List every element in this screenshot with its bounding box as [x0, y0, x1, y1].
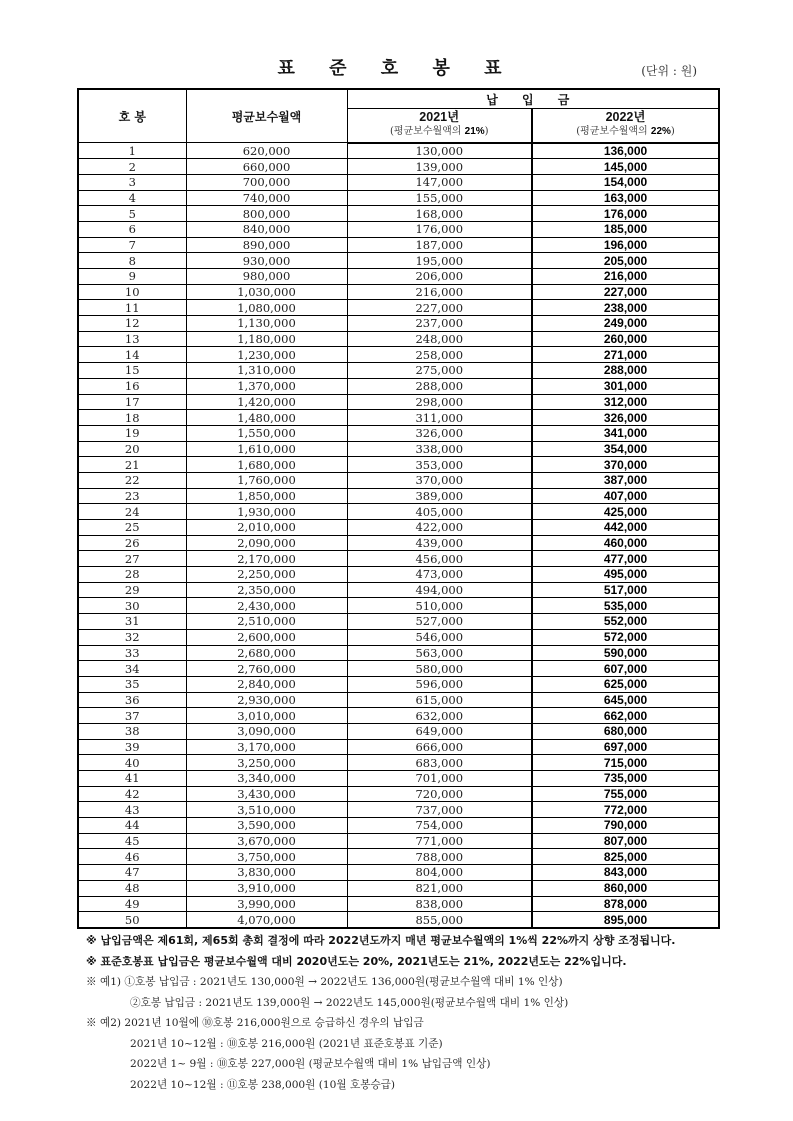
payment-2022-cell: 205,000 [532, 253, 719, 269]
year-2022-label: 2022년 [605, 110, 646, 125]
footnote-line: 2022년 1~ 9월 : ⑩호봉 227,000원 (평균보수월액 대비 1% 납입금액 인상) [130, 1058, 491, 1070]
payment-2022-cell: 572,000 [532, 629, 719, 645]
avg-pay-cell: 4,070,000 [186, 912, 347, 928]
payment-2022-cell: 354,000 [532, 441, 719, 457]
table-row [78, 880, 719, 896]
payment-2022-cell: 843,000 [532, 865, 719, 881]
avg-pay-cell: 1,030,000 [186, 284, 347, 300]
payment-2021-cell: 147,000 [347, 174, 532, 190]
payment-2022-cell: 163,000 [532, 190, 719, 206]
hobong-cell: 26 [78, 535, 186, 551]
payment-2022-cell: 460,000 [532, 535, 719, 551]
payment-2021-cell: 510,000 [347, 598, 532, 614]
footnote-line: ②호봉 납입금 : 2021년도 139,000원 → 2022년도 145,000원(평균보수월액 대비 1% 인상) [130, 996, 569, 1009]
hobong-cell: 28 [78, 567, 186, 583]
avg-pay-cell: 800,000 [186, 206, 347, 222]
payment-2022-cell: 535,000 [532, 598, 719, 614]
payment-2021-cell: 527,000 [347, 614, 532, 630]
table-row [78, 363, 719, 379]
payment-2022-cell: 370,000 [532, 457, 719, 473]
header-payment: 납 입 금 [347, 89, 719, 109]
avg-pay-cell: 2,010,000 [186, 520, 347, 536]
payment-2022-cell: 552,000 [532, 614, 719, 630]
hobong-cell: 21 [78, 457, 186, 473]
table-row [78, 786, 719, 802]
table-row [78, 692, 719, 708]
table-row [78, 551, 719, 567]
payment-2021-cell: 855,000 [347, 912, 532, 928]
rate-2021-prefix: (평균보수월액의 [389, 126, 465, 138]
payment-2021-cell: 580,000 [347, 661, 532, 677]
rate-2022-suffix: ) [670, 126, 675, 138]
payment-2021-cell: 389,000 [347, 488, 532, 504]
footnote-line: ※ 납입금액은 제61회, 제65회 총회 결정에 따라 2022년도까지 매년 평균보수월액의 1%씩 22%까지 상향 조정됩니다. [86, 934, 676, 947]
hobong-cell: 42 [78, 786, 186, 802]
payment-2022-cell: 662,000 [532, 708, 719, 724]
avg-pay-cell: 1,310,000 [186, 363, 347, 379]
payment-2022-cell: 755,000 [532, 786, 719, 802]
table-row [78, 378, 719, 394]
hobong-cell: 10 [78, 284, 186, 300]
avg-pay-cell: 2,600,000 [186, 629, 347, 645]
payment-2021-cell: 596,000 [347, 676, 532, 692]
payment-2022-cell: 807,000 [532, 833, 719, 849]
hobong-cell: 17 [78, 394, 186, 410]
avg-pay-cell: 2,680,000 [186, 645, 347, 661]
header-avg-pay: 평균보수월액 [186, 89, 347, 143]
payment-2022-cell: 697,000 [532, 739, 719, 755]
table-row [78, 143, 719, 159]
footnote-line: 2022년 10~12월 : ⑪호봉 238,000원 (10월 호봉승급) [130, 1078, 396, 1091]
payment-2022-cell: 227,000 [532, 284, 719, 300]
payment-2022-cell: 715,000 [532, 755, 719, 771]
avg-pay-cell: 1,480,000 [186, 410, 347, 426]
hobong-cell: 19 [78, 425, 186, 441]
hobong-cell: 9 [78, 269, 186, 285]
payment-2021-cell: 771,000 [347, 833, 532, 849]
payment-2022-cell: 301,000 [532, 378, 719, 394]
payment-2021-cell: 546,000 [347, 629, 532, 645]
hobong-cell: 37 [78, 708, 186, 724]
hobong-cell: 49 [78, 896, 186, 912]
table-row [78, 676, 719, 692]
payment-2022-cell: 590,000 [532, 645, 719, 661]
footnote-line: 2021년 10~12월 : ⑩호봉 216,000원 (2021년 표준호봉표 기준) [130, 1037, 443, 1050]
payment-2022-cell: 607,000 [532, 661, 719, 677]
payment-2021-cell: 353,000 [347, 457, 532, 473]
payment-2021-cell: 237,000 [347, 316, 532, 332]
avg-pay-cell: 2,350,000 [186, 582, 347, 598]
payment-2022-cell: 772,000 [532, 802, 719, 818]
table-row [78, 410, 719, 426]
payment-2021-cell: 187,000 [347, 237, 532, 253]
table-row [78, 347, 719, 363]
table-row [78, 833, 719, 849]
payment-2021-cell: 701,000 [347, 771, 532, 787]
payment-2022-cell: 387,000 [532, 472, 719, 488]
table-row [78, 269, 719, 285]
avg-pay-cell: 3,430,000 [186, 786, 347, 802]
table-row [78, 425, 719, 441]
avg-pay-cell: 740,000 [186, 190, 347, 206]
table-row [78, 802, 719, 818]
table-row [78, 723, 719, 739]
payment-2021-cell: 737,000 [347, 802, 532, 818]
payment-2021-cell: 370,000 [347, 472, 532, 488]
footnote-line: ※ 예2) 2021년 10월에 ⑩호봉 216,000원으로 승급하신 경우의 납입금 [86, 1017, 424, 1029]
avg-pay-cell: 620,000 [186, 143, 347, 159]
table-row [78, 159, 719, 175]
avg-pay-cell: 1,080,000 [186, 300, 347, 316]
header-year-2022 [532, 109, 719, 143]
page-title: 표 준 호 봉 표 [277, 58, 516, 79]
payment-2021-cell: 563,000 [347, 645, 532, 661]
rate-2022-percent: 22% [650, 126, 671, 138]
avg-pay-cell: 3,750,000 [186, 849, 347, 865]
table-row [78, 645, 719, 661]
unit-label: (단위 : 원) [641, 64, 697, 78]
footnote-line: ※ 표준호봉표 납입금은 평균보수월액 대비 2020년도는 20%, 2021년도는 21%, 2022년도는 22%입니다. [86, 954, 627, 968]
avg-pay-cell: 3,250,000 [186, 755, 347, 771]
payment-2022-cell: 495,000 [532, 567, 719, 583]
hobong-cell: 32 [78, 629, 186, 645]
payment-2022-cell: 154,000 [532, 174, 719, 190]
avg-pay-cell: 1,850,000 [186, 488, 347, 504]
table-row [78, 331, 719, 347]
avg-pay-cell: 1,760,000 [186, 472, 347, 488]
table-row [78, 865, 719, 881]
table-row [78, 598, 719, 614]
table-row [78, 661, 719, 677]
payment-2022-cell: 895,000 [532, 912, 719, 928]
payment-2021-cell: 683,000 [347, 755, 532, 771]
table-row [78, 504, 719, 520]
avg-pay-cell: 1,130,000 [186, 316, 347, 332]
hobong-cell: 12 [78, 316, 186, 332]
avg-pay-cell: 2,930,000 [186, 692, 347, 708]
header-year-2021 [347, 109, 532, 143]
payment-2022-cell: 176,000 [532, 206, 719, 222]
payment-2022-cell: 878,000 [532, 896, 719, 912]
payment-2021-cell: 338,000 [347, 441, 532, 457]
rate-2022-note [533, 125, 718, 139]
table-row [78, 316, 719, 332]
payment-2021-cell: 311,000 [347, 410, 532, 426]
payment-2022-cell: 790,000 [532, 818, 719, 834]
hobong-cell: 47 [78, 865, 186, 881]
hobong-cell: 43 [78, 802, 186, 818]
year-2021-label: 2021년 [419, 110, 460, 125]
table-row [78, 629, 719, 645]
hobong-cell: 6 [78, 221, 186, 237]
table-row [78, 818, 719, 834]
payment-2021-cell: 473,000 [347, 567, 532, 583]
avg-pay-cell: 2,430,000 [186, 598, 347, 614]
payment-2022-cell: 645,000 [532, 692, 719, 708]
hobong-cell: 31 [78, 614, 186, 630]
avg-pay-cell: 3,170,000 [186, 739, 347, 755]
table-row [78, 520, 719, 536]
table-row [78, 488, 719, 504]
payment-2021-cell: 494,000 [347, 582, 532, 598]
table-row [78, 221, 719, 237]
table-row [78, 190, 719, 206]
table-row [78, 567, 719, 583]
avg-pay-cell: 660,000 [186, 159, 347, 175]
payment-2022-cell: 185,000 [532, 221, 719, 237]
avg-pay-cell: 3,090,000 [186, 723, 347, 739]
avg-pay-cell: 1,420,000 [186, 394, 347, 410]
payment-2021-cell: 821,000 [347, 880, 532, 896]
hobong-cell: 39 [78, 739, 186, 755]
avg-pay-cell: 2,510,000 [186, 614, 347, 630]
avg-pay-cell: 2,090,000 [186, 535, 347, 551]
hobong-cell: 24 [78, 504, 186, 520]
payment-2021-cell: 788,000 [347, 849, 532, 865]
hobong-cell: 23 [78, 488, 186, 504]
hobong-cell: 30 [78, 598, 186, 614]
payment-2021-cell: 206,000 [347, 269, 532, 285]
table-row [78, 284, 719, 300]
payment-2021-cell: 258,000 [347, 347, 532, 363]
payment-2022-cell: 680,000 [532, 723, 719, 739]
payment-2022-cell: 625,000 [532, 676, 719, 692]
payment-2021-cell: 439,000 [347, 535, 532, 551]
hobong-cell: 15 [78, 363, 186, 379]
payment-2022-cell: 260,000 [532, 331, 719, 347]
payment-2022-cell: 825,000 [532, 849, 719, 865]
hobong-cell: 48 [78, 880, 186, 896]
hobong-cell: 29 [78, 582, 186, 598]
avg-pay-cell: 2,170,000 [186, 551, 347, 567]
table-row [78, 849, 719, 865]
table-row [78, 206, 719, 222]
avg-pay-cell: 1,370,000 [186, 378, 347, 394]
payment-2021-cell: 838,000 [347, 896, 532, 912]
payment-2021-cell: 248,000 [347, 331, 532, 347]
payment-2021-cell: 216,000 [347, 284, 532, 300]
payment-2021-cell: 754,000 [347, 818, 532, 834]
table-row [78, 771, 719, 787]
rate-2021-suffix: ) [484, 126, 489, 138]
avg-pay-cell: 1,610,000 [186, 441, 347, 457]
table-row [78, 441, 719, 457]
payment-2022-cell: 442,000 [532, 520, 719, 536]
rate-2021-note [348, 125, 532, 139]
payment-2022-cell: 145,000 [532, 159, 719, 175]
payment-2021-cell: 666,000 [347, 739, 532, 755]
payment-2022-cell: 271,000 [532, 347, 719, 363]
hobong-cell: 2 [78, 159, 186, 175]
hobong-cell: 16 [78, 378, 186, 394]
hobong-cell: 3 [78, 174, 186, 190]
avg-pay-cell: 3,830,000 [186, 865, 347, 881]
avg-pay-cell: 3,590,000 [186, 818, 347, 834]
hobong-cell: 38 [78, 723, 186, 739]
hobong-cell: 1 [78, 143, 186, 159]
table-row [78, 253, 719, 269]
avg-pay-cell: 1,550,000 [186, 425, 347, 441]
avg-pay-cell: 2,250,000 [186, 567, 347, 583]
avg-pay-cell: 840,000 [186, 221, 347, 237]
payment-2022-cell: 216,000 [532, 269, 719, 285]
payment-2022-cell: 238,000 [532, 300, 719, 316]
avg-pay-cell: 1,230,000 [186, 347, 347, 363]
avg-pay-cell: 2,840,000 [186, 676, 347, 692]
hobong-cell: 13 [78, 331, 186, 347]
hobong-cell: 27 [78, 551, 186, 567]
avg-pay-cell: 3,010,000 [186, 708, 347, 724]
hobong-cell: 11 [78, 300, 186, 316]
payment-2021-cell: 720,000 [347, 786, 532, 802]
standard-hobong-table [77, 88, 720, 929]
payment-2022-cell: 735,000 [532, 771, 719, 787]
payment-2021-cell: 422,000 [347, 520, 532, 536]
avg-pay-cell: 3,990,000 [186, 896, 347, 912]
table-row [78, 300, 719, 316]
table-row [78, 394, 719, 410]
avg-pay-cell: 1,680,000 [186, 457, 347, 473]
rate-2022-prefix: (평균보수월액의 [576, 126, 651, 138]
payment-2022-cell: 249,000 [532, 316, 719, 332]
hobong-cell: 8 [78, 253, 186, 269]
avg-pay-cell: 2,760,000 [186, 661, 347, 677]
avg-pay-cell: 3,510,000 [186, 802, 347, 818]
table-row [78, 535, 719, 551]
avg-pay-cell: 3,670,000 [186, 833, 347, 849]
hobong-cell: 20 [78, 441, 186, 457]
payment-2021-cell: 632,000 [347, 708, 532, 724]
payment-2021-cell: 649,000 [347, 723, 532, 739]
hobong-cell: 41 [78, 771, 186, 787]
payment-2021-cell: 176,000 [347, 221, 532, 237]
table-row [78, 755, 719, 771]
hobong-cell: 35 [78, 676, 186, 692]
table-row [78, 912, 719, 928]
payment-2022-cell: 326,000 [532, 410, 719, 426]
footnote-line: ※ 예1) ①호봉 납입금 : 2021년도 130,000원 → 2022년도 136,000원(평균보수월액 대비 1% 인상) [86, 976, 563, 988]
table-row [78, 472, 719, 488]
payment-2021-cell: 168,000 [347, 206, 532, 222]
table-row [78, 739, 719, 755]
hobong-cell: 33 [78, 645, 186, 661]
payment-2021-cell: 130,000 [347, 143, 532, 159]
payment-2021-cell: 405,000 [347, 504, 532, 520]
avg-pay-cell: 3,340,000 [186, 771, 347, 787]
payment-2021-cell: 139,000 [347, 159, 532, 175]
payment-2021-cell: 155,000 [347, 190, 532, 206]
payment-2021-cell: 298,000 [347, 394, 532, 410]
hobong-cell: 36 [78, 692, 186, 708]
rate-2021-percent: 21% [464, 126, 485, 138]
payment-2022-cell: 407,000 [532, 488, 719, 504]
payment-2021-cell: 227,000 [347, 300, 532, 316]
footnotes [86, 931, 726, 1095]
hobong-cell: 46 [78, 849, 186, 865]
avg-pay-cell: 890,000 [186, 237, 347, 253]
hobong-cell: 7 [78, 237, 186, 253]
avg-pay-cell: 980,000 [186, 269, 347, 285]
payment-2021-cell: 804,000 [347, 865, 532, 881]
hobong-cell: 50 [78, 912, 186, 928]
avg-pay-cell: 1,930,000 [186, 504, 347, 520]
hobong-cell: 40 [78, 755, 186, 771]
table-row [78, 582, 719, 598]
payment-2021-cell: 615,000 [347, 692, 532, 708]
hobong-cell: 45 [78, 833, 186, 849]
table-row [78, 896, 719, 912]
hobong-cell: 34 [78, 661, 186, 677]
payment-2022-cell: 425,000 [532, 504, 719, 520]
payment-2021-cell: 288,000 [347, 378, 532, 394]
avg-pay-cell: 1,180,000 [186, 331, 347, 347]
payment-2021-cell: 195,000 [347, 253, 532, 269]
payment-2022-cell: 517,000 [532, 582, 719, 598]
hobong-cell: 4 [78, 190, 186, 206]
payment-2022-cell: 341,000 [532, 425, 719, 441]
payment-2021-cell: 326,000 [347, 425, 532, 441]
payment-2022-cell: 288,000 [532, 363, 719, 379]
table-row [78, 457, 719, 473]
hobong-cell: 18 [78, 410, 186, 426]
avg-pay-cell: 700,000 [186, 174, 347, 190]
table-row [78, 708, 719, 724]
table-row [78, 614, 719, 630]
payment-2022-cell: 312,000 [532, 394, 719, 410]
payment-2022-cell: 477,000 [532, 551, 719, 567]
table-body [78, 143, 719, 928]
avg-pay-cell: 3,910,000 [186, 880, 347, 896]
table-row [78, 174, 719, 190]
payment-2021-cell: 275,000 [347, 363, 532, 379]
avg-pay-cell: 930,000 [186, 253, 347, 269]
hobong-cell: 22 [78, 472, 186, 488]
hobong-cell: 44 [78, 818, 186, 834]
payment-2022-cell: 136,000 [532, 143, 719, 159]
table-row [78, 237, 719, 253]
hobong-cell: 14 [78, 347, 186, 363]
payment-2021-cell: 456,000 [347, 551, 532, 567]
hobong-cell: 5 [78, 206, 186, 222]
payment-2022-cell: 860,000 [532, 880, 719, 896]
header-hobong: 호 봉 [78, 89, 186, 143]
hobong-cell: 25 [78, 520, 186, 536]
payment-2022-cell: 196,000 [532, 237, 719, 253]
